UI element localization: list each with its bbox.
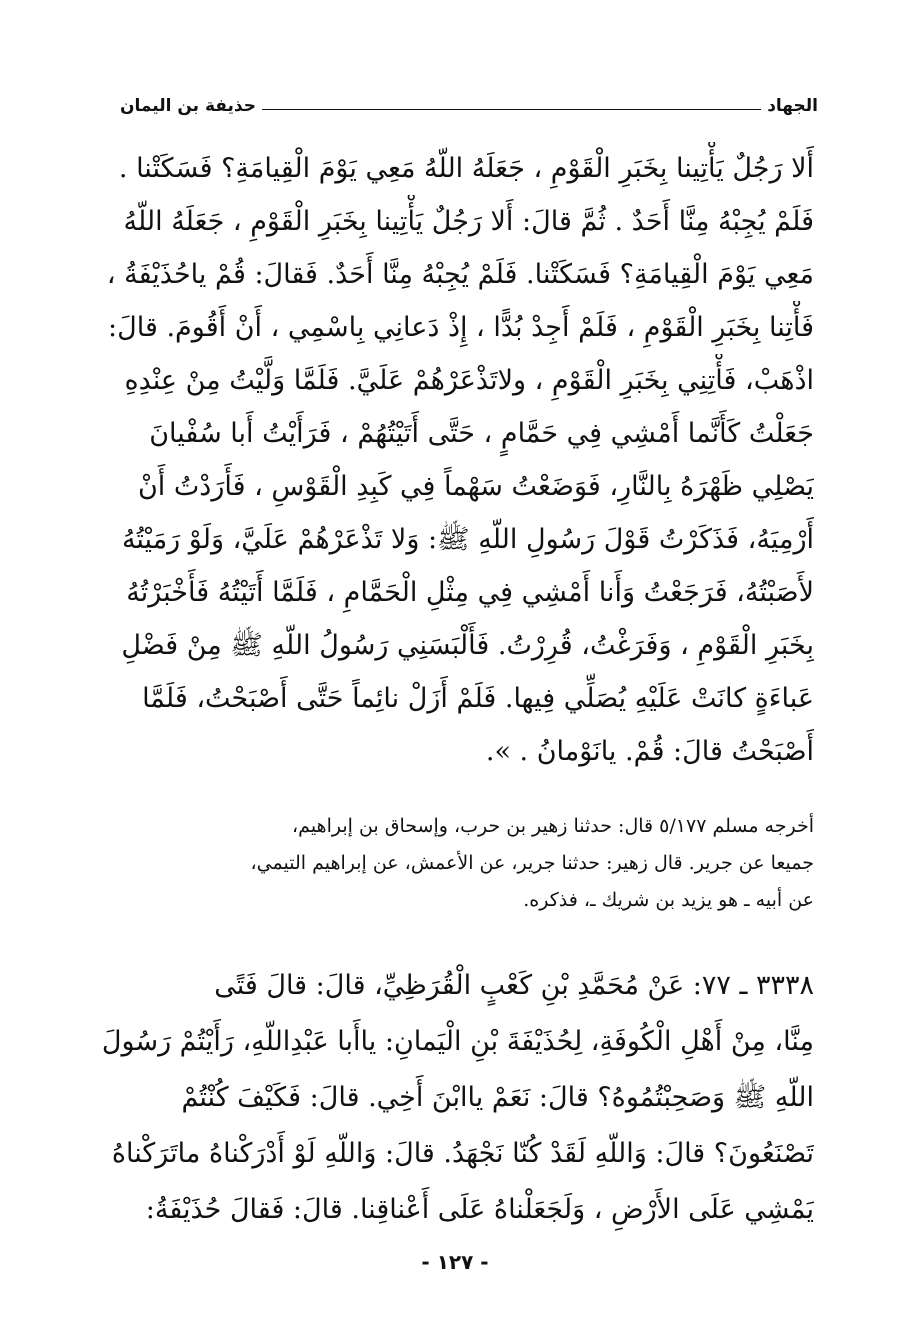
text-line: جَعَلْتُ كَأَنَّما أَمْشِي فِي حَمَّامٍ ، حَتَّى أَتَيْتُهُمْ ، فَرَأَيْتُ أَبا سُفْيانَ bbox=[149, 418, 814, 449]
text-line: بِخَبَرِ الْقَوْمِ ، وَفَرَغْتُ، قُرِرْتُ. فَأَلْبَسَنِي رَسُولُ اللّهِ ﷺ مِنْ فَضْلِ bbox=[121, 630, 814, 661]
page-number: - ١٢٧ - bbox=[421, 1250, 489, 1274]
takhrij-footnote bbox=[96, 808, 814, 919]
text-line: فَلَمْ يُجِبْهُ مِنَّا أَحَدٌ . ثُمَّ قالَ: أَلا رَجُلٌ يَأْتِينا بِخَبَرِ الْقَوْمِ ، جَعَلَهُ اللّهُ bbox=[123, 206, 814, 237]
text-line: مَعِي يَوْمَ الْقِيامَةِ؟ فَسَكَتْنا. فَلَمْ يُجِبْهُ مِنَّا أَحَدٌ. فَقالَ: قُمْ ياحُذَيْفَةُ ، bbox=[106, 259, 814, 290]
text-line: لأَصَبْتُهُ، فَرَجَعْتُ وَأَنا أَمْشِي فِي مِثْلِ الْحَمَّامِ ، فَلَمَّا أَتَيْتُهُ فَأَخْبَرْتُهُ bbox=[126, 577, 814, 608]
footnote-line: أخرجه مسلم ٥/١٧٧ قال: حدثنا زهير بن حرب، وإسحاق بن إبراهيم، bbox=[292, 815, 814, 837]
footnote-line: عن أبيه ـ هو يزيد بن شريك ـ، فذكره. bbox=[523, 889, 814, 911]
text-line: يَمْشِي عَلَى الأَرْضِ ، وَلَجَعَلْناهُ عَلَى أَعْناقِنا. قالَ: فَقالَ حُذَيْفَةُ: bbox=[145, 1194, 814, 1225]
running-header bbox=[120, 92, 818, 116]
text-line: تَصْنَعُونَ؟ قالَ: وَاللّهِ لَقَدْ كُنّا نَجْهَدُ. قالَ: وَاللّهِ لَوْ أَدْرَكْناهُ ماتَرَكْناهُ bbox=[111, 1138, 814, 1169]
main-hadith-text bbox=[96, 142, 814, 778]
text-line: فَأْتِنا بِخَبَرِ الْقَوْمِ ، فَلَمْ أَجِدْ بُدًّا ، إِذْ دَعانِي بِاسْمِي ، أَنْ أَقُومَ. قالَ: bbox=[108, 312, 814, 343]
text-line: عَباءَةٍ كانَتْ عَلَيْهِ يُصَلِّي فِيها. فَلَمْ أَزَلْ نائِماً حَتَّى أَصْبَحْتُ، فَلَمَّا bbox=[142, 683, 814, 714]
header-section-title: الجهاد bbox=[767, 96, 818, 116]
text-line: أَلا رَجُلٌ يَأْتِينا بِخَبَرِ الْقَوْمِ ، جَعَلَهُ اللّهُ مَعِي يَوْمَ الْقِيامَةِ؟ فَسَكَتْنا . bbox=[118, 153, 814, 184]
text-line: أَصْبَحْتُ قالَ: قُمْ. يانَوْمانُ . ». bbox=[485, 736, 814, 767]
text-line: يَصْلِي ظَهْرَهُ بِالنَّارِ، فَوَضَعْتُ سَهْماً فِي كَبِدِ الْقَوْسِ ، فَأَرَدْتُ أَنْ bbox=[137, 471, 814, 502]
text-line: مِنَّا، مِنْ أَهْلِ الْكُوفَةِ، لِحُذَيْفَةَ بْنِ الْيَمانِ: ياأَبا عَبْدِاللّهِ، رَأَيْتُمْ رَسُولَ bbox=[101, 1026, 814, 1057]
text-line: اللّهِ ﷺ وَصَحِبْتُمُوهُ؟ قالَ: نَعَمْ ياابْنَ أَخِي. قالَ: فَكَيْفَ كُنْتُمْ bbox=[181, 1082, 814, 1113]
header-rule bbox=[262, 109, 761, 110]
text-line: اذْهَبْ، فَأْتِنِي بِخَبَرِ الْقَوْمِ ، ولاتَذْعَرْهُمْ عَلَيَّ. فَلَمَّا وَلَّيْتُ مِنْ عِنْدِهِ bbox=[124, 365, 814, 396]
header-book-title: حذيفة بن اليمان bbox=[120, 96, 256, 116]
second-hadith-text bbox=[96, 958, 814, 1238]
text-line: أَرْمِيَهُ، فَذَكَرْتُ قَوْلَ رَسُولِ اللّهِ ﷺ: وَلا تَذْعَرْهُمْ عَلَيَّ، وَلَوْ رَمَيْتُهُ bbox=[121, 524, 814, 555]
footnote-line: جميعا عن جرير. قال زهير: حدثنا جرير، عن الأعمش، عن إبراهيم التيمي، bbox=[250, 852, 814, 874]
text-line: ٣٣٣٨ ـ ٧٧: عَنْ مُحَمَّدِ بْنِ كَعْبٍ الْقُرَظِيِّ، قالَ: قالَ فَتًى bbox=[214, 970, 814, 1001]
